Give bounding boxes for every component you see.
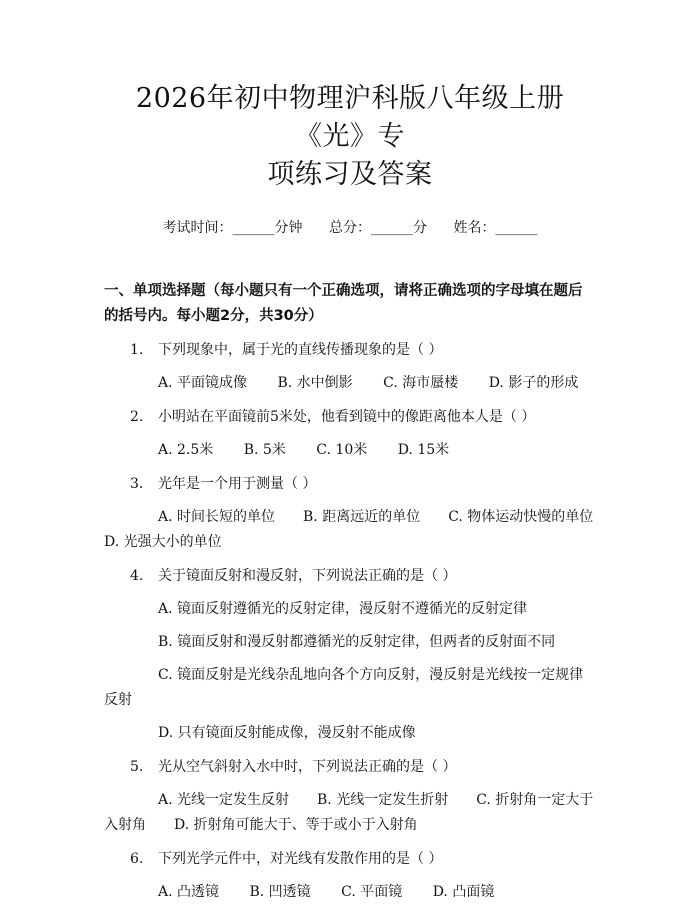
options	[104, 438, 596, 463]
exam-score: 总分：______分	[329, 220, 427, 236]
option-b: B. 镜面反射和漫反射都遵循光的反射定律，但两者的反射面不同	[158, 634, 556, 650]
options	[104, 880, 596, 905]
exam-time: 考试时间：______分钟	[162, 220, 303, 236]
option-c: C. 海市蜃楼	[383, 375, 459, 391]
option-a: A. 凸透镜	[158, 884, 220, 900]
question-number: 5.	[130, 759, 144, 775]
question-number: 3.	[130, 476, 144, 492]
option-d: D. 凸面镜	[432, 884, 495, 900]
question-number: 1.	[130, 342, 144, 358]
question-2	[104, 405, 596, 463]
exam-name: 姓名：______	[453, 220, 538, 236]
question-stem	[104, 338, 596, 363]
option-a: A. 镜面反射遵循光的反射定律，漫反射不遵循光的反射定律	[158, 601, 528, 617]
question-stem	[104, 755, 596, 780]
question-stem	[104, 564, 596, 589]
option-b: B. 5米	[243, 442, 286, 458]
title-line-2: 项练习及答案	[267, 159, 433, 190]
question-stem	[104, 847, 596, 872]
option-b: B. 凹透镜	[249, 884, 311, 900]
question-5	[104, 755, 596, 838]
option-c: C. 平面镜	[341, 884, 403, 900]
option-b: B. 水中倒影	[277, 375, 353, 391]
title-line-1: 2026年初中物理沪科版八年级上册《光》专	[135, 83, 565, 152]
question-stem	[104, 405, 596, 430]
question-number: 6.	[130, 851, 144, 867]
question-1	[104, 338, 596, 396]
question-number: 2.	[130, 409, 144, 425]
option-c: C. 10米	[316, 442, 368, 458]
option-a: A. 平面镜成像	[158, 375, 248, 391]
question-text: 光年是一个用于测量（ ）	[158, 476, 317, 492]
option-d: D. 只有镜面反射能成像，漫反射不能成像	[158, 725, 416, 741]
document-title	[104, 0, 596, 194]
question-text: 下列现象中，属于光的直线传播现象的是（ ）	[158, 342, 443, 358]
option-a: A. 2.5米	[158, 442, 214, 458]
question-stem	[104, 472, 596, 497]
option-c: C. 镜面反射是光线杂乱地向各个方向反射，漫反射是光线按一定规律反射	[104, 667, 584, 708]
option-d: D. 影子的形成	[488, 375, 579, 391]
question-6	[104, 847, 596, 905]
question-text: 光从空气斜射入水中时，下列说法正确的是（ ）	[158, 759, 457, 775]
question-text: 小明站在平面镜前5米处，他看到镜中的像距离他本人是（ ）	[158, 409, 536, 425]
options: A. 时间长短的单位 B. 距离远近的单位 C. 物体运动快慢的单位 D. 光强大小的单位	[104, 509, 622, 550]
question-number: 4.	[130, 568, 144, 584]
question-4	[104, 564, 596, 746]
question-text: 下列光学元件中，对光线有发散作用的是（ ）	[158, 851, 443, 867]
question-text: 关于镜面反射和漫反射，下列说法正确的是（ ）	[158, 568, 457, 584]
option-d: D. 15米	[397, 442, 450, 458]
options	[104, 371, 596, 396]
exam-info	[104, 218, 596, 238]
options: A. 光线一定发生反射 B. 光线一定发生折射 C. 折射角一定大于入射角 D. 折射角可能大于、等于或小于入射角	[104, 792, 594, 833]
section-heading: 一、单项选择题（每小题只有一个正确选项，请将正确选项的字母填在题后的括号内。每小题2分，共30分）	[104, 283, 583, 324]
question-3	[104, 472, 622, 555]
